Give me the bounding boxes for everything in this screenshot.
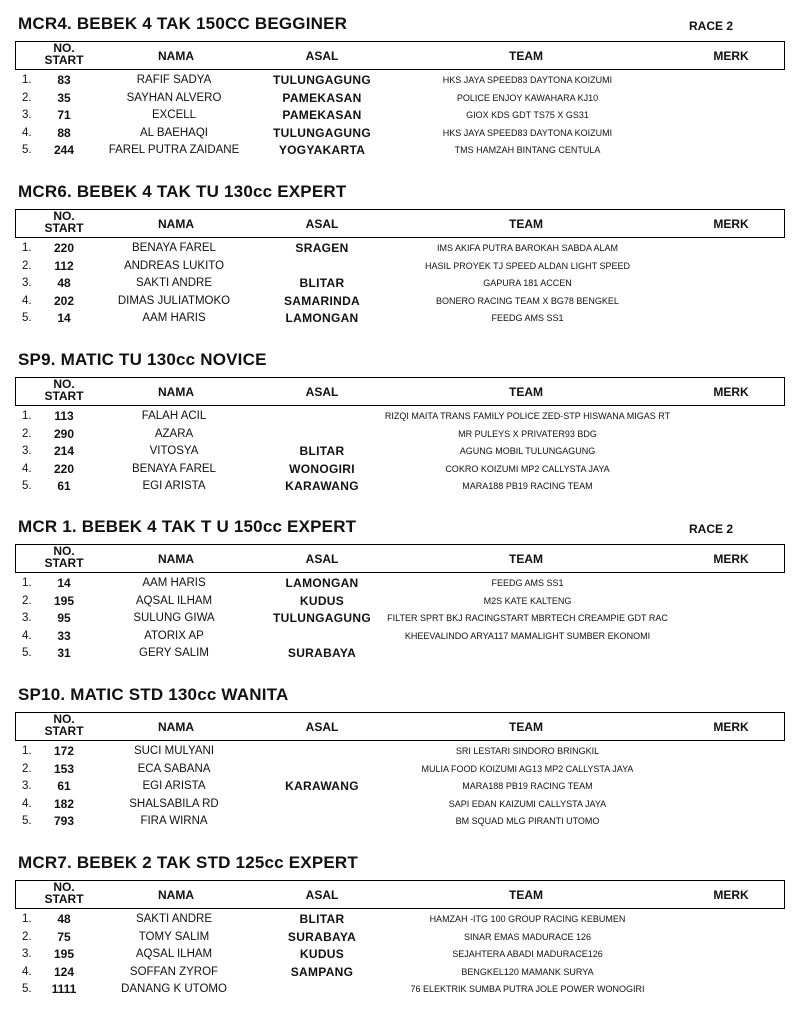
cell-no: 182 <box>53 796 75 811</box>
table-row <box>0 761 800 778</box>
cell-pos: 2. <box>22 427 32 440</box>
cell-nama: BENAYA FAREL <box>132 462 216 475</box>
cell-no: 793 <box>53 814 75 828</box>
header-start-label: START <box>44 556 84 570</box>
cell-asal: PAMEKASAN <box>282 90 362 105</box>
cell-merk <box>690 575 770 592</box>
cell-no: 48 <box>57 912 71 926</box>
cell-pos: 5. <box>22 144 32 156</box>
table-row <box>0 240 800 257</box>
table-row <box>0 90 800 107</box>
header-nama: NAMA <box>158 552 194 566</box>
cell-no: 71 <box>57 108 71 122</box>
header-asal: ASAL <box>305 385 339 399</box>
header-team: TEAM <box>509 888 543 902</box>
header-merk: MERK <box>713 552 749 566</box>
cell-pos: 4. <box>22 797 32 810</box>
cell-no: 35 <box>57 90 71 105</box>
cell-nama: SHALSABILA RD <box>129 797 219 810</box>
cell-asal: SURABAYA <box>287 646 357 660</box>
cell-asal: PAMEKASAN <box>282 108 362 122</box>
header-merk: MERK <box>713 720 749 734</box>
cell-merk <box>690 240 770 257</box>
table-row <box>0 72 800 89</box>
cell-pos: 5. <box>22 480 32 492</box>
cell-pos: 1. <box>22 410 32 422</box>
section-title: SP10. MATIC STD 130cc WANITA <box>18 685 289 704</box>
cell-nama: SUCI MULYANI <box>133 745 215 757</box>
header-no-label: NO. <box>53 209 75 223</box>
table-row <box>0 293 800 310</box>
table-row <box>0 275 800 292</box>
cell-merk <box>690 293 770 310</box>
cell-nama: FALAH ACIL <box>141 410 207 422</box>
cell-no: 33 <box>57 628 71 643</box>
cell-team: HKS JAYA SPEED83 DAYTONA KOIZUMI <box>442 75 613 85</box>
cell-team: M2S KATE KALTENG <box>483 595 572 606</box>
table-header <box>15 544 785 573</box>
cell-team: SRI LESTARI SINDORO BRINGKIL <box>455 746 600 756</box>
cell-pos: 2. <box>22 594 32 607</box>
cell-team: KHEEVALINDO ARYA117 MAMALIGHT SUMBER EKONOMI <box>404 630 651 641</box>
table-row <box>0 911 800 928</box>
header-no-start <box>41 546 87 570</box>
table-row <box>0 929 800 946</box>
header-no-label: NO. <box>53 544 75 558</box>
table-row <box>0 946 800 963</box>
cell-team: POLICE ENJOY KAWAHARA KJ10 <box>456 92 599 103</box>
table-row <box>0 125 800 142</box>
cell-merk <box>690 426 770 443</box>
table-row <box>0 593 800 610</box>
header-team: TEAM <box>509 720 543 734</box>
header-no-start <box>41 211 87 235</box>
cell-no: 220 <box>53 241 75 255</box>
cell-nama: ECA SABANA <box>137 762 211 775</box>
table-row <box>0 964 800 981</box>
header-asal: ASAL <box>305 217 339 231</box>
table-row <box>0 778 800 795</box>
cell-merk <box>690 946 770 963</box>
header-no-label: NO. <box>53 880 75 894</box>
header-no-start <box>41 379 87 403</box>
cell-asal <box>262 628 382 645</box>
cell-pos: 1. <box>22 74 32 86</box>
cell-merk <box>690 964 770 981</box>
table-row <box>0 645 800 662</box>
header-asal: ASAL <box>305 552 339 566</box>
cell-nama: AL BAEHAQI <box>140 126 208 139</box>
cell-pos: 3. <box>22 277 32 289</box>
section-title: MCR 1. BEBEK 4 TAK T U 150cc EXPERT <box>18 517 357 536</box>
cell-merk <box>690 628 770 645</box>
cell-asal: BLITAR <box>299 444 345 458</box>
cell-nama: SULUNG GIWA <box>133 612 215 624</box>
cell-team: TMS HAMZAH BINTANG CENTULA <box>454 145 601 155</box>
cell-team: BM SQUAD MLG PIRANTI UTOMO <box>455 816 600 826</box>
cell-pos: 2. <box>22 762 32 775</box>
cell-team: 76 ELEKTRIK SUMBA PUTRA JOLE POWER WONOGIRI <box>410 984 645 994</box>
cell-pos: 1. <box>22 745 32 757</box>
cell-nama: AQSAL ILHAM <box>135 594 213 607</box>
results-section <box>0 10 800 178</box>
cell-no: 113 <box>54 409 74 423</box>
header-start-label: START <box>44 892 84 906</box>
cell-asal <box>262 981 382 998</box>
cell-nama: SAYHAN ALVERO <box>126 91 222 104</box>
header-team: TEAM <box>509 385 543 399</box>
cell-no: 195 <box>53 593 75 608</box>
cell-pos: 1. <box>22 577 32 589</box>
cell-asal: BLITAR <box>299 912 345 926</box>
cell-nama: SAKTI ANDRE <box>135 277 213 289</box>
cell-pos: 2. <box>22 930 32 943</box>
cell-nama: BENAYA FAREL <box>132 242 216 254</box>
cell-merk <box>690 981 770 998</box>
cell-no: 153 <box>53 761 75 776</box>
section-title: MCR4. BEBEK 4 TAK 150CC BEGGINER <box>18 14 348 33</box>
cell-asal: KUDUS <box>299 593 345 608</box>
cell-asal: KUDUS <box>299 947 345 961</box>
cell-team: MR PULEYS X PRIVATER93 BDG <box>458 428 597 439</box>
header-start-label: START <box>44 389 84 403</box>
header-merk: MERK <box>713 217 749 231</box>
cell-team: MULIA FOOD KOIZUMI AG13 MP2 CALLYSTA JAYA <box>421 763 634 774</box>
cell-merk <box>690 911 770 928</box>
cell-pos: 5. <box>22 647 32 659</box>
cell-team: SEJAHTERA ABADI MADURACE126 <box>452 949 603 959</box>
table-row <box>0 310 800 327</box>
header-team: TEAM <box>509 49 543 63</box>
cell-asal <box>262 761 382 778</box>
header-no-label: NO. <box>53 377 75 391</box>
cell-no: 202 <box>53 293 75 308</box>
header-no-label: NO. <box>53 41 75 55</box>
cell-no: 214 <box>53 444 75 458</box>
cell-asal: SAMPANG <box>290 964 354 979</box>
cell-no: 88 <box>57 125 71 140</box>
header-merk: MERK <box>713 888 749 902</box>
header-asal: ASAL <box>305 720 339 734</box>
results-section <box>0 178 800 346</box>
cell-nama: DANANG K UTOMO <box>121 983 227 995</box>
cell-merk <box>690 778 770 795</box>
cell-no: 172 <box>53 744 75 758</box>
table-row <box>0 408 800 425</box>
cell-merk <box>690 645 770 662</box>
cell-merk <box>690 478 770 495</box>
cell-merk <box>690 761 770 778</box>
cell-asal <box>262 813 382 830</box>
header-team: TEAM <box>509 552 543 566</box>
cell-asal: BLITAR <box>299 276 345 290</box>
cell-team: GAPURA 181 ACCEN <box>483 278 572 288</box>
cell-merk <box>690 461 770 478</box>
cell-nama: EGI ARISTA <box>142 780 206 792</box>
cell-asal: YOGYAKARTA <box>278 143 366 157</box>
cell-team: MARA188 PB19 RACING TEAM <box>462 481 593 491</box>
cell-nama: AQSAL ILHAM <box>135 948 213 960</box>
cell-pos: 4. <box>22 126 32 139</box>
cell-team: FEEDG AMS SS1 <box>491 313 564 323</box>
cell-team: BENGKEL120 MAMANK SURYA <box>461 966 594 977</box>
cell-team: HASIL PROYEK TJ SPEED ALDAN LIGHT SPEED <box>425 260 630 271</box>
results-section <box>0 849 800 1017</box>
header-nama: NAMA <box>158 217 194 231</box>
cell-merk <box>690 125 770 142</box>
table-row <box>0 107 800 124</box>
header-no-start <box>41 714 87 738</box>
cell-merk <box>690 72 770 89</box>
cell-team: COKRO KOIZUMI MP2 CALLYSTA JAYA <box>445 463 610 474</box>
table-row <box>0 461 800 478</box>
cell-pos: 4. <box>22 294 32 307</box>
table-header <box>15 41 785 70</box>
cell-no: 244 <box>53 143 75 157</box>
cell-team: SAPI EDAN KAIZUMI CALLYSTA JAYA <box>448 798 607 809</box>
header-nama: NAMA <box>158 720 194 734</box>
cell-asal: SAMARINDA <box>283 293 361 308</box>
cell-asal: KARAWANG <box>285 779 359 793</box>
cell-pos: 3. <box>22 780 32 792</box>
results-section <box>0 346 800 514</box>
cell-merk <box>690 142 770 159</box>
cell-no: 95 <box>57 611 71 625</box>
cell-no: 83 <box>57 73 71 87</box>
cell-pos: 1. <box>22 242 32 254</box>
cell-pos: 5. <box>22 312 32 324</box>
table-row <box>0 426 800 443</box>
cell-pos: 3. <box>22 445 32 457</box>
cell-team: RIZQI MAITA TRANS FAMILY POLICE ZED-STP HISWANA MIGAS RT <box>384 411 671 421</box>
cell-merk <box>690 90 770 107</box>
cell-nama: EGI ARISTA <box>142 480 206 492</box>
cell-team: MARA188 PB19 RACING TEAM <box>462 781 593 791</box>
cell-asal <box>262 426 382 443</box>
table-row <box>0 813 800 830</box>
cell-merk <box>690 929 770 946</box>
table-row <box>0 478 800 495</box>
cell-team: FILTER SPRT BKJ RACINGSTART MBRTECH CREAMPIE GDT RAC <box>387 613 668 623</box>
cell-merk <box>690 813 770 830</box>
cell-pos: 2. <box>22 91 32 104</box>
table-row <box>0 796 800 813</box>
cell-nama: AAM HARIS <box>142 312 206 324</box>
cell-no: 1111 <box>51 982 77 996</box>
cell-asal: SRAGEN <box>295 241 349 255</box>
header-no-start <box>41 43 87 67</box>
cell-no: 31 <box>57 646 71 660</box>
header-no-start <box>41 882 87 906</box>
cell-asal: LAMONGAN <box>285 576 359 590</box>
cell-team: HKS JAYA SPEED83 DAYTONA KOIZUMI <box>442 127 613 138</box>
cell-no: 195 <box>53 947 75 961</box>
cell-merk <box>690 310 770 327</box>
table-row <box>0 743 800 760</box>
cell-no: 14 <box>57 311 71 325</box>
header-asal: ASAL <box>305 49 339 63</box>
cell-pos: 3. <box>22 612 32 624</box>
table-row <box>0 142 800 159</box>
cell-nama: SOFFAN ZYROF <box>129 965 219 978</box>
cell-no: 290 <box>53 426 75 441</box>
cell-nama: GERY SALIM <box>139 647 209 659</box>
cell-asal: TULUNGAGUNG <box>273 73 371 87</box>
cell-merk <box>690 796 770 813</box>
cell-pos: 4. <box>22 629 32 642</box>
cell-merk <box>690 610 770 627</box>
cell-team: HAMZAH -ITG 100 GROUP RACING KEBUMEN <box>429 914 626 924</box>
results-section <box>0 513 800 681</box>
cell-pos: 4. <box>22 965 32 978</box>
header-nama: NAMA <box>158 49 194 63</box>
cell-no: 48 <box>57 276 71 290</box>
cell-nama: SAKTI ANDRE <box>135 913 213 925</box>
race-label: RACE 2 <box>689 19 734 33</box>
cell-nama: AAM HARIS <box>142 577 206 589</box>
table-row <box>0 443 800 460</box>
results-section <box>0 681 800 849</box>
cell-team: IMS AKIFA PUTRA BAROKAH SABDA ALAM <box>436 243 619 253</box>
table-row <box>0 575 800 592</box>
cell-asal <box>262 258 382 275</box>
cell-pos: 1. <box>22 913 32 925</box>
cell-no: 124 <box>53 964 75 979</box>
header-start-label: START <box>44 221 84 235</box>
cell-nama: VITOSYA <box>149 445 199 457</box>
header-nama: NAMA <box>158 888 194 902</box>
header-nama: NAMA <box>158 385 194 399</box>
race-label: RACE 2 <box>689 522 734 536</box>
cell-team: BONERO RACING TEAM X BG78 BENGKEL <box>436 295 619 306</box>
cell-pos: 5. <box>22 815 32 827</box>
header-no-label: NO. <box>53 712 75 726</box>
cell-nama: EXCELL <box>151 109 197 121</box>
cell-asal: LAMONGAN <box>285 311 359 325</box>
cell-asal: TULUNGAGUNG <box>273 611 371 625</box>
cell-team: FEEDG AMS SS1 <box>491 578 564 588</box>
cell-asal: WONOGIRI <box>289 461 355 476</box>
cell-nama: RAFIF SADYA <box>136 74 212 86</box>
header-merk: MERK <box>713 49 749 63</box>
cell-asal: TULUNGAGUNG <box>273 125 371 140</box>
cell-pos: 5. <box>22 983 32 995</box>
header-start-label: START <box>44 53 84 67</box>
section-title: SP9. MATIC TU 130cc NOVICE <box>18 350 267 369</box>
cell-nama: FIRA WIRNA <box>140 815 208 827</box>
table-header <box>15 377 785 406</box>
cell-no: 61 <box>57 479 71 493</box>
cell-team: SINAR EMAS MADURACE 126 <box>463 931 592 942</box>
cell-merk <box>690 107 770 124</box>
header-asal: ASAL <box>305 888 339 902</box>
cell-pos: 2. <box>22 259 32 272</box>
cell-team: GIOX KDS GDT TS75 X GS31 <box>466 110 589 120</box>
header-merk: MERK <box>713 385 749 399</box>
section-title: MCR7. BEBEK 2 TAK STD 125cc EXPERT <box>18 853 358 872</box>
cell-merk <box>690 743 770 760</box>
cell-no: 61 <box>57 779 71 793</box>
cell-pos: 3. <box>22 109 32 121</box>
cell-nama: ATORIX AP <box>144 629 204 642</box>
cell-nama: ANDREAS LUKITO <box>123 259 225 272</box>
cell-merk <box>690 593 770 610</box>
table-row <box>0 981 800 998</box>
section-title: MCR6. BEBEK 4 TAK TU 130cc EXPERT <box>18 182 347 201</box>
header-start-label: START <box>44 724 84 738</box>
cell-merk <box>690 258 770 275</box>
cell-no: 75 <box>57 929 71 944</box>
cell-nama: TOMY SALIM <box>138 930 210 943</box>
cell-pos: 4. <box>22 462 32 475</box>
cell-asal: SURABAYA <box>287 929 357 944</box>
table-header <box>15 209 785 238</box>
table-header <box>15 880 785 909</box>
table-header <box>15 712 785 741</box>
cell-no: 220 <box>53 461 75 476</box>
cell-nama: FAREL PUTRA ZAIDANE <box>108 144 240 156</box>
cell-no: 112 <box>54 258 74 273</box>
table-row <box>0 258 800 275</box>
cell-merk <box>690 275 770 292</box>
table-row <box>0 610 800 627</box>
table-row <box>0 628 800 645</box>
cell-asal <box>262 743 382 760</box>
cell-team <box>380 645 675 662</box>
cell-pos: 3. <box>22 948 32 960</box>
cell-asal <box>262 796 382 813</box>
cell-asal <box>262 408 382 425</box>
header-team: TEAM <box>509 217 543 231</box>
cell-nama: AZARA <box>154 427 194 440</box>
cell-merk <box>690 408 770 425</box>
cell-no: 14 <box>57 576 71 590</box>
cell-team: AGUNG MOBIL TULUNGAGUNG <box>459 446 596 456</box>
cell-merk <box>690 443 770 460</box>
cell-asal: KARAWANG <box>285 479 359 493</box>
cell-nama: DIMAS JULIATMOKO <box>117 294 231 307</box>
